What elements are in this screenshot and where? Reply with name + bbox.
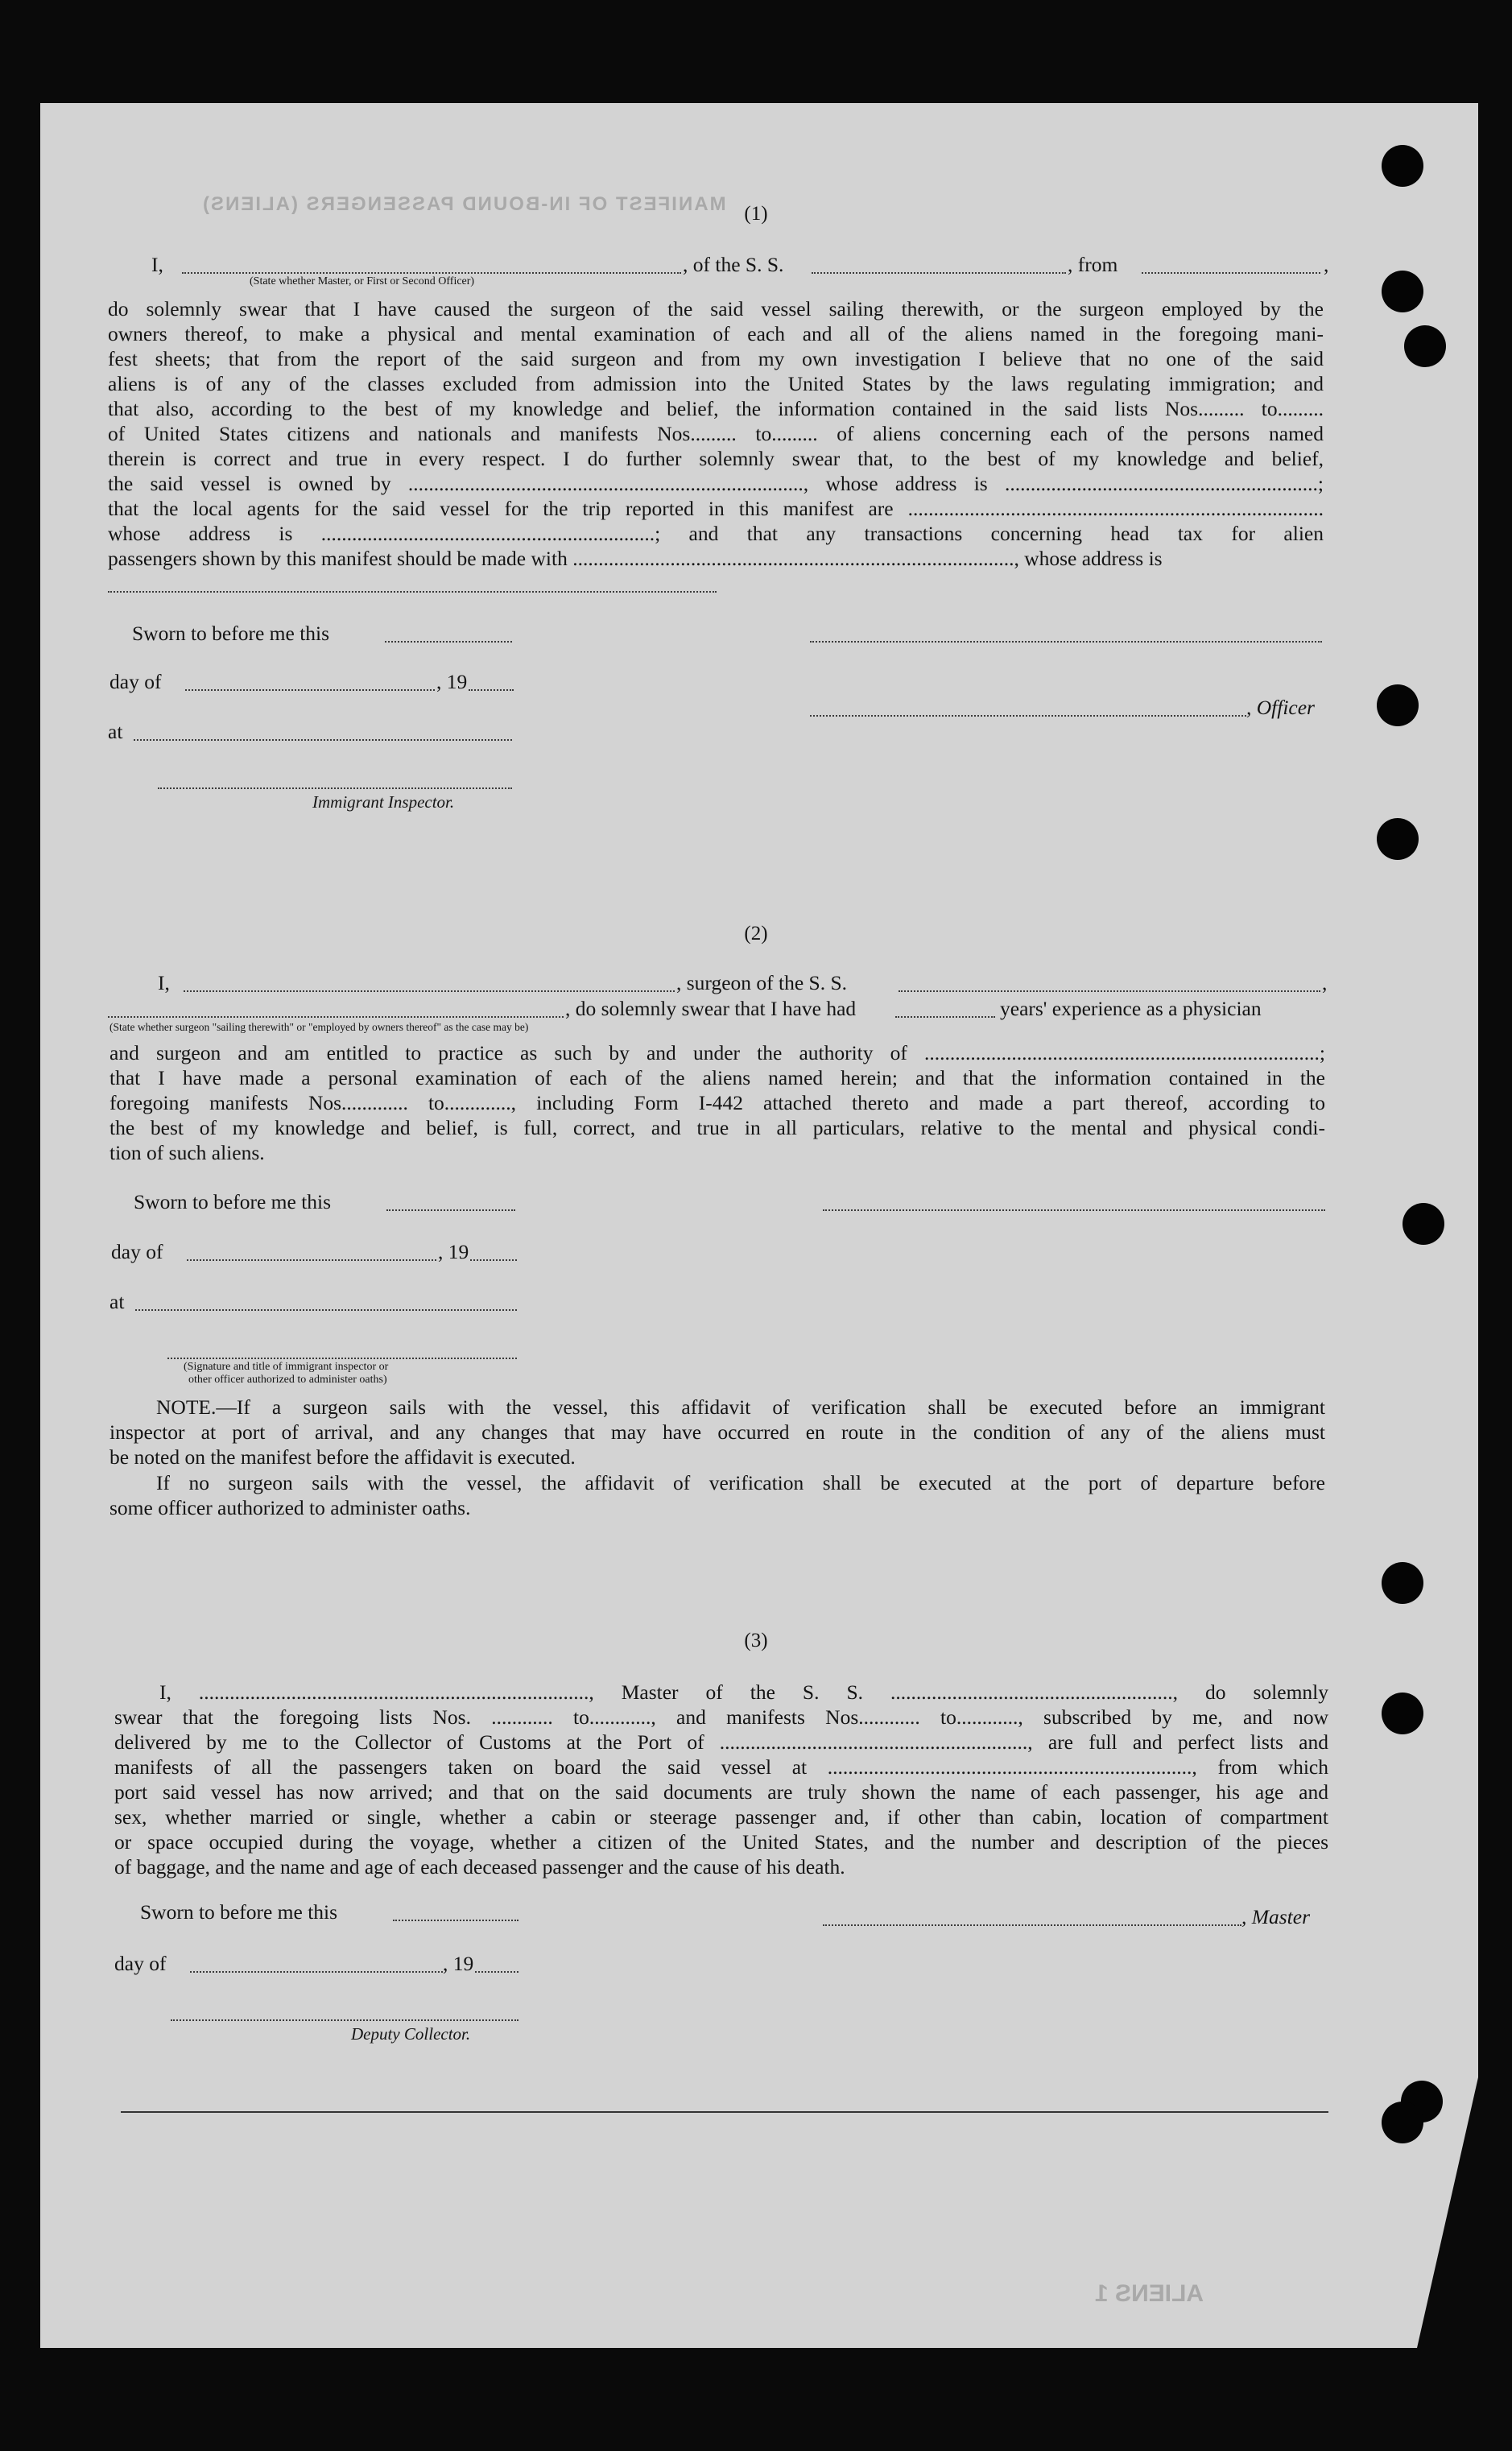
blank-line (475, 1971, 518, 1973)
blank-line (185, 689, 435, 691)
punch-hole (1403, 1203, 1444, 1245)
paragraph-line: that the local agents for the said vessel for the trip reported in this manifest are ................................................................................. (108, 497, 1324, 520)
punch-hole (1382, 271, 1423, 312)
paragraph-line: delivered by me to the Collector of Customs at the Port of ............................................................, are full and perfect lists and (114, 1730, 1328, 1754)
paragraph-line: passengers shown by this manifest should be made with ......................................................................................, whose address is (108, 547, 1163, 570)
paragraph-line: that I have made a personal examination of each of the aliens named herein; and that the information contained in the (109, 1066, 1325, 1089)
paragraph-line: foregoing manifests Nos............. to............., including Form I-442 attached thereto and made a part thereof, according to (109, 1091, 1325, 1114)
paragraph-line: some officer authorized to administer oaths. (109, 1496, 471, 1519)
paragraph-line: do solemnly swear that I have caused the surgeon of the said vessel sailing therewith, or the surgeon employed by the (108, 297, 1324, 320)
blank-line (108, 591, 717, 593)
blank-line (469, 689, 514, 691)
paragraph-line: and surgeon and am entitled to practice as such by and under the authority of .............................................................................; (109, 1041, 1325, 1064)
paragraph-line: swear that the foregoing lists Nos. ............ to............, and manifests Nos............ to............, subscribed by me, and now (114, 1705, 1328, 1729)
blank-line (108, 1016, 564, 1018)
s1-day-of: day of (109, 670, 162, 693)
blank-line (899, 990, 1320, 992)
s3-year: , 19 (443, 1952, 474, 1975)
blank-line (187, 1259, 436, 1261)
blank-line (385, 641, 512, 643)
paragraph-line: be noted on the manifest before the affidavit is executed. (109, 1445, 576, 1469)
s2-year: , 19 (438, 1240, 469, 1263)
paragraph-line: of United States citizens and nationals and manifests Nos......... to......... of aliens concerning each of the persons named (108, 422, 1324, 445)
paragraph-line: owners thereof, to make a physical and mental examination of each and all of the aliens named in the foregoing mani- (108, 322, 1324, 345)
s1-year: , 19 (436, 670, 468, 693)
blank-line (810, 641, 1322, 643)
blank-line (386, 1209, 515, 1211)
punch-hole (1382, 1562, 1423, 1604)
s1-sub-caption: (State whether Master, or First or Second Officer) (250, 275, 475, 287)
blank-line (190, 1971, 443, 1973)
paragraph-line: port said vessel has now arrived; and that on the said documents are truly shown the name of each passenger, his age and (114, 1780, 1328, 1804)
paragraph-line: fest sheets; that from the report of the said surgeon and from my own investigation I believe that no one of the said (108, 347, 1324, 370)
punch-hole (1382, 2102, 1423, 2143)
blank-line (135, 1309, 517, 1311)
paragraph-line: that also, according to the best of my knowledge and belief, the information contained in the said lists Nos......... to......... (108, 397, 1324, 420)
s2-i: I, (158, 971, 170, 994)
paragraph-line: If no surgeon sails with the vessel, the affidavit of verification shall be executed at the port of departure before (156, 1471, 1325, 1494)
paragraph-line: NOTE.—If a surgeon sails with the vessel, this affidavit of verification shall be executed before an immigrant (156, 1395, 1325, 1419)
s1-immigrant-inspector: Immigrant Inspector. (312, 792, 455, 812)
blank-line (823, 1924, 1241, 1926)
s3-deputy-collector: Deputy Collector. (351, 2024, 471, 2044)
section-3-number: (3) (744, 1630, 768, 1651)
s2-years-experience: years' experience as a physician (1000, 997, 1262, 1020)
punch-hole (1382, 145, 1423, 187)
s1-comma: , (1324, 253, 1329, 276)
paragraph-line: tion of such aliens. (109, 1141, 265, 1164)
paragraph-line: I, ............................................................................, Master of the S. S. ......................................................., do solemnly (159, 1680, 1328, 1704)
s1-officer: , Officer (1246, 696, 1315, 719)
blank-line (158, 787, 512, 789)
blank-line (171, 2019, 518, 2021)
s1-sworn: Sworn to before me this (132, 622, 330, 645)
blank-line (393, 1920, 518, 1921)
s2-signature-caption: (Signature and title of immigrant inspector or (184, 1361, 389, 1373)
punch-hole (1382, 1693, 1423, 1734)
punch-hole (1377, 684, 1419, 726)
s3-master: , Master (1241, 1905, 1310, 1928)
s1-i: I, (151, 253, 163, 276)
s1-of-ss: , of the S. S. (683, 253, 784, 276)
s2-surgeon-of-ss: , surgeon of the S. S. (676, 971, 848, 994)
s2-sub-caption: (State whether surgeon "sailing therewith" or "employed by owners thereof" as the case may be) (109, 1021, 529, 1033)
paragraph-line: inspector at port of arrival, and any changes that may have occurred en route in the condition of any of the aliens must (109, 1420, 1325, 1444)
s2-solemnly-swear: , do solemnly swear that I have had (565, 997, 857, 1020)
blank-line (812, 272, 1066, 274)
s1-at: at (108, 720, 123, 743)
blank-line (823, 1209, 1325, 1211)
s2-day-of: day of (111, 1240, 163, 1263)
paragraph-line: therein is correct and true in every respect. I do further solemnly swear that, to the best of my knowledge and belief, (108, 447, 1324, 470)
paragraph-line: or space occupied during the voyage, whether a citizen of the United States, and the number and description of the pieces (114, 1830, 1328, 1854)
paragraph-line: whose address is .................................................................; and that any transactions concerning head tax for alien (108, 522, 1324, 545)
blank-line (134, 739, 512, 741)
s2-signature-caption: other officer authorized to administer oaths) (188, 1374, 387, 1386)
blank-line (1142, 272, 1320, 274)
blank-line (184, 990, 675, 992)
s3-sworn: Sworn to before me this (140, 1900, 338, 1924)
s2-sworn: Sworn to before me this (134, 1190, 332, 1213)
blank-line (167, 1358, 517, 1359)
s2-comma: , (1322, 971, 1328, 994)
paragraph-line: the said vessel is owned by ............................................................................., whose address is .............................................................; (108, 472, 1324, 495)
ghost-header: MANIFEST OF IN-BOUND PASSENGERS (ALIENS) (201, 193, 726, 215)
paragraph-line: aliens is of any of the classes excluded from admission into the United States by the laws regulating immigration; and (108, 372, 1324, 395)
paragraph-line: sex, whether married or single, whether a cabin or steerage passenger and, if other than cabin, location of compartment (114, 1805, 1328, 1829)
blank-line (895, 1016, 995, 1018)
blank-line (470, 1259, 517, 1261)
punch-hole (1377, 818, 1419, 860)
ghost-footer-mark: ALIENS 1 (1095, 2280, 1204, 2307)
blank-line (182, 272, 681, 274)
section-1-number: (1) (744, 203, 768, 225)
s1-from: , from (1068, 253, 1118, 276)
paragraph-line: manifests of all the passengers taken on board the said vessel at ......................................................................., from which (114, 1755, 1328, 1779)
section-2-number: (2) (744, 923, 768, 944)
paragraph-line: of baggage, and the name and age of each deceased passenger and the cause of his death. (114, 1855, 845, 1879)
paragraph-line: the best of my knowledge and belief, is full, correct, and true in all particulars, relative to the mental and physical condi- (109, 1116, 1325, 1139)
s3-day-of: day of (114, 1952, 167, 1975)
s2-at: at (109, 1290, 125, 1313)
blank-line (810, 715, 1246, 717)
punch-hole (1404, 325, 1446, 367)
bottom-rule (121, 2111, 1328, 2113)
